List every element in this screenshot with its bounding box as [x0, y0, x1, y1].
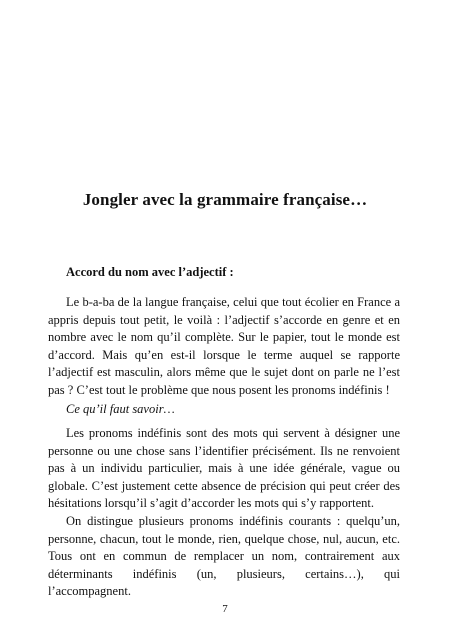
page-number: 7 — [222, 603, 228, 615]
paragraph-examples — [48, 513, 400, 601]
chapter-title: Jongler avec la grammaire française… — [82, 190, 368, 209]
paragraph-definition-text: Les pronoms indéfinis sont des mots qui servent à désigner une personne ou une chose sans l’identifier précisément. Ils ne renvoient pas à un individu particulier, mais à une idée générale, vague ou globale. C’est justement cette absence de précision qui peut créer des hésitations lorsqu’il s’agit d’accorder les mots qui s’y rapportent. — [48, 426, 400, 511]
paragraph-definition — [48, 425, 400, 513]
paragraph-examples-text: On distingue plusieurs pronoms indéfinis courants : quelqu’un, personne, chacun, tout le monde, rien, quelque chose, nul, aucun, etc. Tous ont en commun de remplacer un nom, contrairement aux déterminants indéfinis (un, plusieurs, certains…), qui l’accompagnent. — [48, 514, 400, 599]
paragraph-intro — [48, 294, 400, 400]
paragraph-intro-text: Le b-a-ba de la langue française, celui que tout écolier en France a appris depuis tout petit, le voilà : l’adjectif s’accorde en genre et en nombre avec le nom qu’il complète. Sur le papier, tout le monde est d’accord. Mais qu’en est-il lorsque le terme auquel se rapporte l’adjectif est masculin, alors même que le sujet dont on parle ne l’est pas ? C’est tout le problème que nous posent les pronoms indéfinis ! — [48, 295, 400, 397]
subheading-what-to-know: Ce qu’il faut savoir… — [66, 402, 175, 416]
section-heading: Accord du nom avec l’adjectif : — [66, 265, 234, 279]
